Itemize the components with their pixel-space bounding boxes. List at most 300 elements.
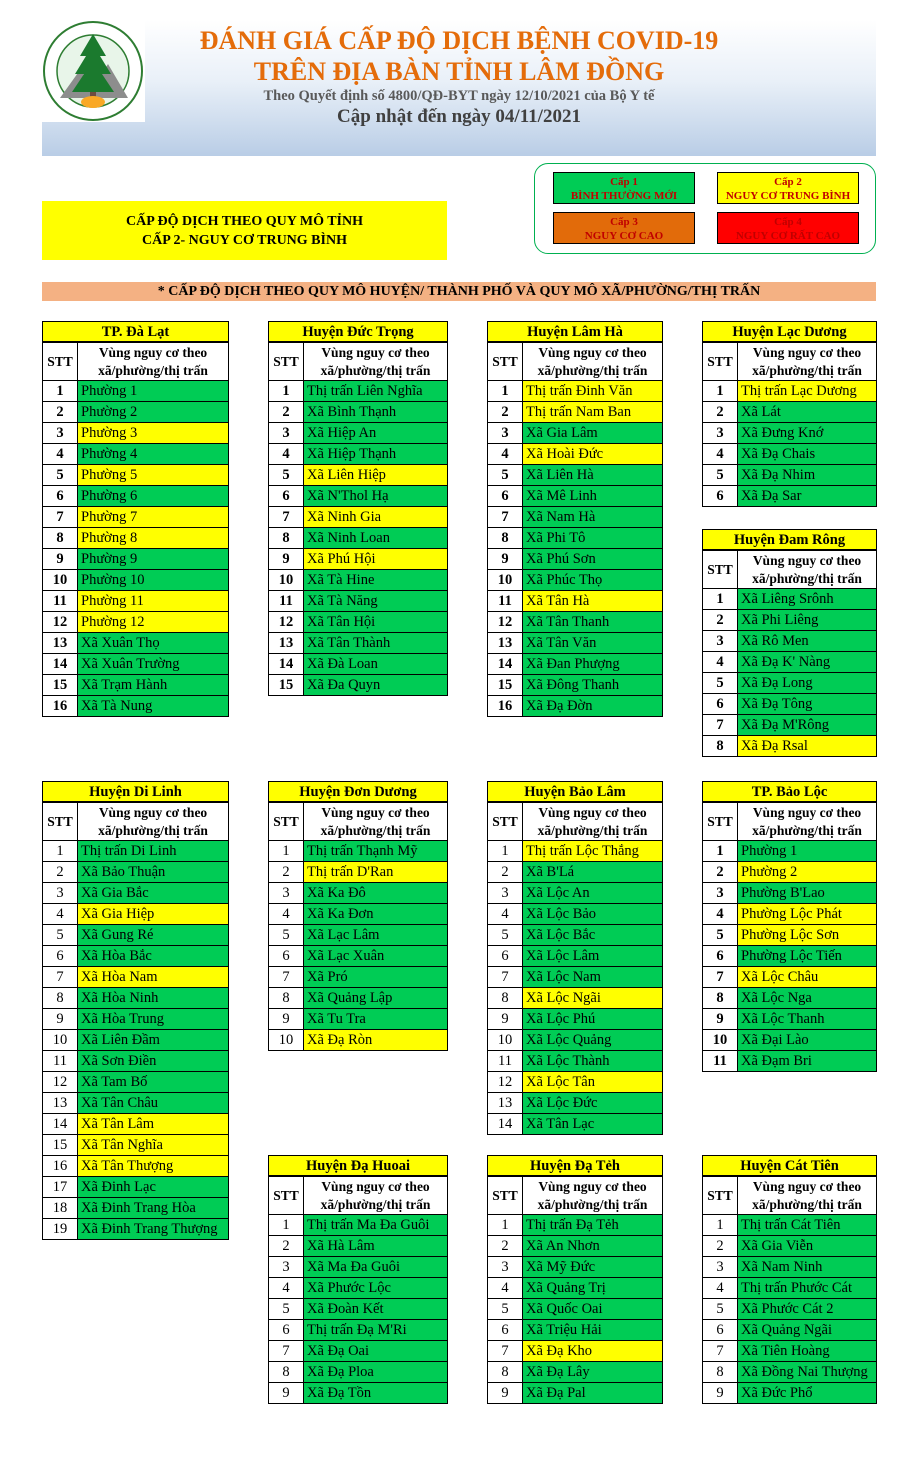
table-row [703,883,877,904]
commune-name: Xã Nam Ninh [738,1257,877,1278]
table-row [488,549,663,570]
table-row [703,1215,877,1236]
district-name: Huyện Đam Rông [702,529,877,550]
commune-name: Xã Đạ Nhim [738,465,877,486]
table-row [43,507,229,528]
table-row [703,423,877,444]
commune-name: Xã Đông Thanh [523,675,663,696]
row-number: 2 [43,862,78,883]
table-row [269,570,448,591]
commune-name: Xã Đạ K' Nàng [738,652,877,673]
row-number: 7 [488,967,523,988]
table-row [269,444,448,465]
table-row [703,946,877,967]
commune-name: Xã Liêng Srônh [738,589,877,610]
table-row [269,841,448,862]
row-number: 6 [269,1320,304,1341]
row-number: 1 [43,381,78,402]
commune-name: Xã Tân Hà [523,591,663,612]
row-number: 4 [43,904,78,925]
table-row [269,1030,448,1051]
commune-name: Xã Gia Viễn [738,1236,877,1257]
commune-name: Xã Mê Linh [523,486,663,507]
commune-name: Xã Đạ Ploa [304,1362,448,1383]
row-number: 5 [488,1299,523,1320]
row-number: 5 [703,673,738,694]
commune-name: Xã Lộc An [523,883,663,904]
row-number: 2 [488,402,523,423]
table-row [43,1177,229,1198]
table-row [488,570,663,591]
row-number: 14 [43,654,78,675]
commune-name: Xã Đạ Sar [738,486,877,507]
table-row [703,1257,877,1278]
district-commune-table [487,802,663,1135]
row-number: 1 [703,381,738,402]
commune-name: Xã Lạc Xuân [304,946,448,967]
table-row [488,925,663,946]
table-row [43,549,229,570]
row-number: 6 [488,1320,523,1341]
table-row [43,654,229,675]
commune-name: Thị trấn Di Linh [78,841,229,862]
row-number: 3 [43,423,78,444]
commune-name: Xã Sơn Điền [78,1051,229,1072]
table-row [269,967,448,988]
row-number: 3 [269,1257,304,1278]
district-name: Huyện Di Linh [42,781,229,802]
row-number: 5 [488,465,523,486]
commune-name: Xã Đinh Trang Thượng [78,1219,229,1240]
row-number: 7 [43,967,78,988]
row-number: 11 [43,1051,78,1072]
commune-name: Xã Đức Phổ [738,1383,877,1404]
table-row [703,925,877,946]
commune-name: Phường 11 [78,591,229,612]
commune-name: Thị trấn Phước Cát [738,1278,877,1299]
row-number: 4 [703,444,738,465]
row-number: 10 [43,1030,78,1051]
column-header-zone: Vùng nguy cơ theo xã/phường/thị trấn [738,343,877,381]
table-row [269,904,448,925]
row-number: 6 [269,946,304,967]
row-number: 6 [703,1320,738,1341]
column-header-zone: Vùng nguy cơ theo xã/phường/thị trấn [738,551,877,589]
row-number: 7 [269,967,304,988]
commune-name: Xã Bình Thạnh [304,402,448,423]
district-table [702,781,877,1072]
commune-name: Thị trấn Đạ M'Ri [304,1320,448,1341]
table-row [703,841,877,862]
commune-name: Xã Lạc Lâm [304,925,448,946]
table-row [43,862,229,883]
column-header-zone: Vùng nguy cơ theo xã/phường/thị trấn [738,803,877,841]
table-row [703,988,877,1009]
table-row [269,1215,448,1236]
table-row [43,633,229,654]
row-number: 9 [43,1009,78,1030]
table-row [43,925,229,946]
row-number: 4 [703,904,738,925]
commune-name: Xã Phú Sơn [523,549,663,570]
row-number: 2 [43,402,78,423]
table-row [488,696,663,717]
commune-name: Xã Bảo Thuận [78,862,229,883]
table-row [488,1299,663,1320]
table-row [488,1051,663,1072]
table-row [703,465,877,486]
district-table [702,321,877,507]
table-row [43,465,229,486]
district-name: Huyện Lạc Dương [702,321,877,342]
table-row [269,925,448,946]
table-row [269,1320,448,1341]
commune-name: Xã Rô Men [738,631,877,652]
row-number: 5 [703,925,738,946]
commune-name: Xã Đồng Nai Thượng [738,1362,877,1383]
row-number: 2 [488,1236,523,1257]
commune-name: Xã Đạ Oai [304,1341,448,1362]
row-number: 9 [269,1009,304,1030]
district-name: Huyện Bảo Lâm [487,781,663,802]
commune-name: Thị trấn Lạc Dương [738,381,877,402]
district-name: Huyện Đức Trọng [268,321,448,342]
row-number: 10 [488,1030,523,1051]
commune-name: Xã Quảng Ngãi [738,1320,877,1341]
table-row [269,862,448,883]
province-level-title: CẤP ĐỘ DỊCH THEO QUY MÔ TỈNH [126,214,363,229]
table-row [488,1114,663,1135]
row-number: 1 [488,1215,523,1236]
table-row [488,1257,663,1278]
commune-name: Xã B'Lá [523,862,663,883]
row-number: 1 [43,841,78,862]
table-row [488,904,663,925]
column-header-zone: Vùng nguy cơ theo xã/phường/thị trấn [78,343,229,381]
row-number: 6 [703,486,738,507]
row-number: 7 [488,1341,523,1362]
commune-name: Xã Hòa Trung [78,1009,229,1030]
table-row [269,465,448,486]
commune-name: Xã Đạ Đờn [523,696,663,717]
table-row [488,1341,663,1362]
row-number: 4 [269,904,304,925]
table-row [43,1072,229,1093]
commune-name: Xã Đinh Trang Hòa [78,1198,229,1219]
table-row [703,904,877,925]
row-number: 12 [488,1072,523,1093]
commune-name: Xã Tân Lâm [78,1114,229,1135]
table-row [488,841,663,862]
row-number: 3 [703,631,738,652]
row-number: 11 [488,1051,523,1072]
district-name: TP. Đà Lạt [42,321,229,342]
table-row [488,1093,663,1114]
table-row [269,1257,448,1278]
commune-name: Xã Trạm Hành [78,675,229,696]
table-row [269,1278,448,1299]
commune-name: Xã Gia Hiệp [78,904,229,925]
row-number: 5 [43,465,78,486]
district-commune-table [268,1176,448,1404]
column-header-zone: Vùng nguy cơ theo xã/phường/thị trấn [523,803,663,841]
district-commune-table [42,802,229,1240]
row-number: 2 [488,862,523,883]
district-commune-table [42,342,229,717]
commune-name: Xã Lộc Nam [523,967,663,988]
table-row [703,486,877,507]
district-table [268,1155,448,1404]
table-row [269,486,448,507]
row-number: 5 [43,925,78,946]
commune-name: Xã Lộc Thành [523,1051,663,1072]
table-row [269,675,448,696]
legend-level-4-title: Cấp 4 [774,216,802,228]
commune-name: Xã Quảng Lập [304,988,448,1009]
row-number: 3 [703,883,738,904]
table-row [43,591,229,612]
commune-name: Xã Phước Cát 2 [738,1299,877,1320]
commune-name: Xã Ninh Gia [304,507,448,528]
table-row [43,1219,229,1240]
commune-name: Thị trấn Thạnh Mỹ [304,841,448,862]
table-row [703,1278,877,1299]
column-header-stt: STT [488,343,523,381]
commune-name: Xã Đạ M'Rông [738,715,877,736]
table-row [703,1009,877,1030]
legend-level-3 [553,212,695,244]
commune-name: Xã Tân Châu [78,1093,229,1114]
district-name: Huyện Lâm Hà [487,321,663,342]
commune-name: Xã Lát [738,402,877,423]
table-row [269,402,448,423]
commune-name: Xã Phúc Thọ [523,570,663,591]
commune-name: Xã Lộc Ngãi [523,988,663,1009]
row-number: 16 [488,696,523,717]
commune-name: Xã Lộc Bảo [523,904,663,925]
row-number: 8 [488,988,523,1009]
column-header-zone: Vùng nguy cơ theo xã/phường/thị trấn [78,803,229,841]
table-row [43,1135,229,1156]
table-row [43,841,229,862]
legend-level-4-label: NGUY CƠ RẤT CAO [735,230,841,242]
table-row [488,946,663,967]
row-number: 6 [43,486,78,507]
table-row [703,694,877,715]
row-number: 7 [703,715,738,736]
table-row [488,591,663,612]
table-row [43,883,229,904]
commune-name: Xã Ka Đơn [304,904,448,925]
row-number: 9 [43,549,78,570]
commune-name: Phường 12 [78,612,229,633]
table-row [703,1320,877,1341]
table-row [43,1030,229,1051]
table-row [488,1009,663,1030]
commune-name: Xã Lộc Thanh [738,1009,877,1030]
table-row [269,612,448,633]
row-number: 9 [269,1383,304,1404]
row-number: 3 [703,423,738,444]
table-row [488,1278,663,1299]
table-row [43,1093,229,1114]
commune-name: Xã Lộc Nga [738,988,877,1009]
row-number: 15 [43,1135,78,1156]
column-header-stt: STT [269,803,304,841]
row-number: 16 [43,696,78,717]
row-number: 4 [488,444,523,465]
table-row [269,591,448,612]
commune-name: Xã Tà Hine [304,570,448,591]
table-row [43,1051,229,1072]
commune-name: Xã Tam Bố [78,1072,229,1093]
row-number: 3 [269,883,304,904]
commune-name: Phường 5 [78,465,229,486]
commune-name: Thị trấn Nam Ban [523,402,663,423]
commune-name: Xã Đoàn Kết [304,1299,448,1320]
commune-name: Xã Quốc Oai [523,1299,663,1320]
row-number: 1 [269,1215,304,1236]
commune-name: Xã Tân Hội [304,612,448,633]
commune-name: Xã Hoài Đức [523,444,663,465]
district-commune-table [487,1176,663,1404]
commune-name: Phường 6 [78,486,229,507]
row-number: 2 [269,1236,304,1257]
legend-level-2 [717,172,859,204]
table-row [488,862,663,883]
row-number: 2 [269,402,304,423]
table-row [488,1362,663,1383]
table-row [488,633,663,654]
row-number: 1 [488,841,523,862]
commune-name: Xã Đà Loan [304,654,448,675]
table-row [43,612,229,633]
commune-name: Xã Ninh Loan [304,528,448,549]
commune-name: Xã Mỹ Đức [523,1257,663,1278]
commune-name: Xã Pró [304,967,448,988]
table-row [703,1383,877,1404]
section-title: * CẤP ĐỘ DỊCH THEO QUY MÔ HUYỆN/ THÀNH PHỐ VÀ QUY MÔ XÃ/PHƯỜNG/THỊ TRẤN [42,282,876,301]
table-row [703,381,877,402]
legend-level-3-title: Cấp 3 [610,216,638,228]
row-number: 1 [269,841,304,862]
row-number: 9 [488,1009,523,1030]
column-header-zone: Vùng nguy cơ theo xã/phường/thị trấn [304,1177,448,1215]
commune-name: Xã Xuân Thọ [78,633,229,654]
table-row [488,654,663,675]
table-row [269,1009,448,1030]
table-row [703,1236,877,1257]
commune-name: Xã Ka Đô [304,883,448,904]
row-number: 12 [488,612,523,633]
row-number: 19 [43,1219,78,1240]
commune-name: Xã Gia Lâm [523,423,663,444]
row-number: 4 [703,652,738,673]
table-row [269,1383,448,1404]
row-number: 8 [703,736,738,757]
province-level-value: CẤP 2- NGUY CƠ TRUNG BÌNH [142,233,347,248]
table-row [488,381,663,402]
row-number: 6 [488,946,523,967]
row-number: 3 [488,1257,523,1278]
commune-name: Xã Lộc Bắc [523,925,663,946]
row-number: 15 [488,675,523,696]
commune-name: Xã Gia Bắc [78,883,229,904]
legend-level-1 [553,172,695,204]
commune-name: Xã An Nhơn [523,1236,663,1257]
row-number: 16 [43,1156,78,1177]
table-row [43,904,229,925]
commune-name: Xã Triệu Hải [523,1320,663,1341]
commune-name: Xã Tân Văn [523,633,663,654]
commune-name: Xã Tu Tra [304,1009,448,1030]
column-header-stt: STT [488,803,523,841]
row-number: 1 [703,841,738,862]
commune-name: Xã Quảng Trị [523,1278,663,1299]
province-level-box [42,201,447,260]
table-row [43,570,229,591]
row-number: 12 [43,612,78,633]
commune-name: Phường Lộc Tiến [738,946,877,967]
commune-name: Xã Liên Hiệp [304,465,448,486]
table-row [269,654,448,675]
district-table [487,781,663,1135]
row-number: 7 [43,507,78,528]
table-row [269,633,448,654]
commune-name: Xã Tân Thanh [523,612,663,633]
row-number: 13 [269,633,304,654]
column-header-stt: STT [269,1177,304,1215]
row-number: 10 [269,570,304,591]
column-header-stt: STT [703,343,738,381]
table-row [269,883,448,904]
column-header-stt: STT [703,803,738,841]
row-number: 2 [269,862,304,883]
row-number: 9 [488,1383,523,1404]
row-number: 11 [269,591,304,612]
row-number: 6 [488,486,523,507]
row-number: 3 [43,883,78,904]
commune-name: Xã Phú Hội [304,549,448,570]
legend-level-3-label: NGUY CƠ CAO [584,230,664,242]
row-number: 7 [703,967,738,988]
row-number: 11 [703,1051,738,1072]
commune-name: Xã Đạ Kho [523,1341,663,1362]
table-row [269,1341,448,1362]
district-table [487,321,663,717]
legend-level-1-title: Cấp 1 [610,176,638,188]
row-number: 5 [703,1299,738,1320]
commune-name: Thị trấn D'Ran [304,862,448,883]
table-row [703,1030,877,1051]
row-number: 13 [43,633,78,654]
title-line-2: TRÊN ĐỊA BÀN TỈNH LÂM ĐỒNG [253,57,665,86]
legend-level-2-title: Cấp 2 [774,176,802,188]
commune-name: Thị trấn Đạ Tẻh [523,1215,663,1236]
table-row [703,402,877,423]
table-row [703,1051,877,1072]
row-number: 18 [43,1198,78,1219]
table-row [43,988,229,1009]
table-row [703,862,877,883]
row-number: 11 [43,591,78,612]
commune-name: Xã Hiệp Thạnh [304,444,448,465]
row-number: 8 [269,988,304,1009]
row-number: 9 [703,1009,738,1030]
commune-name: Xã Tà Nung [78,696,229,717]
commune-name: Xã N'Thol Hạ [304,486,448,507]
row-number: 4 [488,904,523,925]
